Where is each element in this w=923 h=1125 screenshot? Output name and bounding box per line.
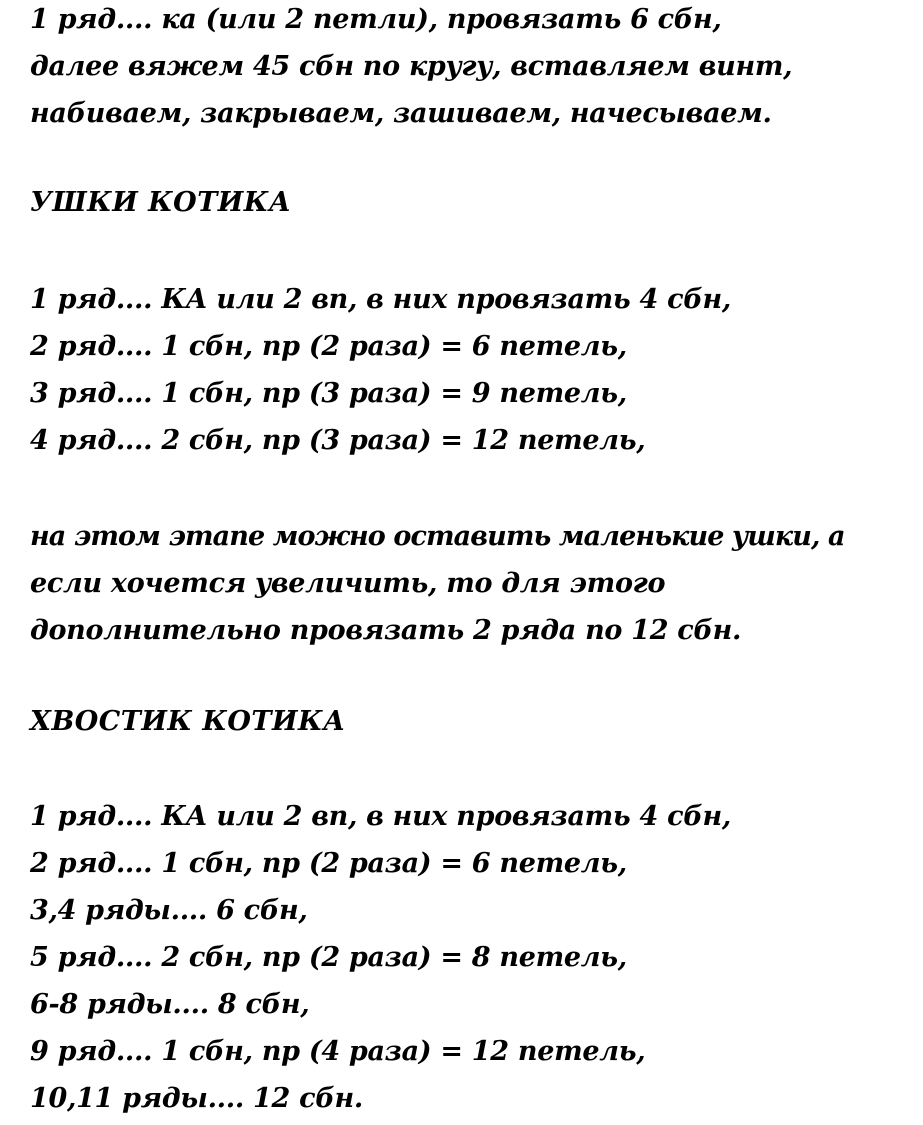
ears-row-1: 1 ряд.... КА или 2 вп, в них провязать 4 сбн, bbox=[30, 284, 731, 315]
tail-row-5: 6-8 ряды.... 8 сбн, bbox=[30, 989, 310, 1020]
ears-row-4: 4 ряд.... 2 сбн, пр (3 раза) = 12 петель, bbox=[30, 425, 646, 456]
tail-row-2: 2 ряд.... 1 сбн, пр (2 раза) = 6 петель, bbox=[30, 848, 627, 879]
intro-line-3: набиваем, закрываем, зашиваем, начесываем. bbox=[30, 98, 772, 129]
intro-line-2: далее вяжем 45 сбн по кругу, вставляем винт, bbox=[30, 51, 793, 82]
ears-note-line-3: дополнительно провязать 2 ряда по 12 сбн. bbox=[30, 615, 742, 646]
tail-row-4: 5 ряд.... 2 сбн, пр (2 раза) = 8 петель, bbox=[30, 942, 627, 973]
tail-row-3: 3,4 ряды.... 6 сбн, bbox=[30, 895, 308, 926]
tail-row-6: 9 ряд.... 1 сбн, пр (4 раза) = 12 петель, bbox=[30, 1036, 646, 1067]
ears-row-2: 2 ряд.... 1 сбн, пр (2 раза) = 6 петель, bbox=[30, 331, 627, 362]
intro-line-1: 1 ряд.... ка (или 2 петли), провязать 6 сбн, bbox=[30, 4, 722, 35]
ears-row-3: 3 ряд.... 1 сбн, пр (3 раза) = 9 петель, bbox=[30, 378, 627, 409]
tail-heading: ХВОСТИК КОТИКА bbox=[30, 706, 346, 737]
ears-heading: УШКИ КОТИКА bbox=[30, 187, 292, 218]
tail-row-7: 10,11 ряды.... 12 сбн. bbox=[30, 1083, 363, 1114]
tail-row-1: 1 ряд.... КА или 2 вп, в них провязать 4 сбн, bbox=[30, 801, 731, 832]
ears-note-line-2: если хочется увеличить, то для этого bbox=[30, 568, 666, 599]
ears-note-line-1: на этом этапе можно оставить маленькие ушки, а bbox=[30, 521, 845, 552]
